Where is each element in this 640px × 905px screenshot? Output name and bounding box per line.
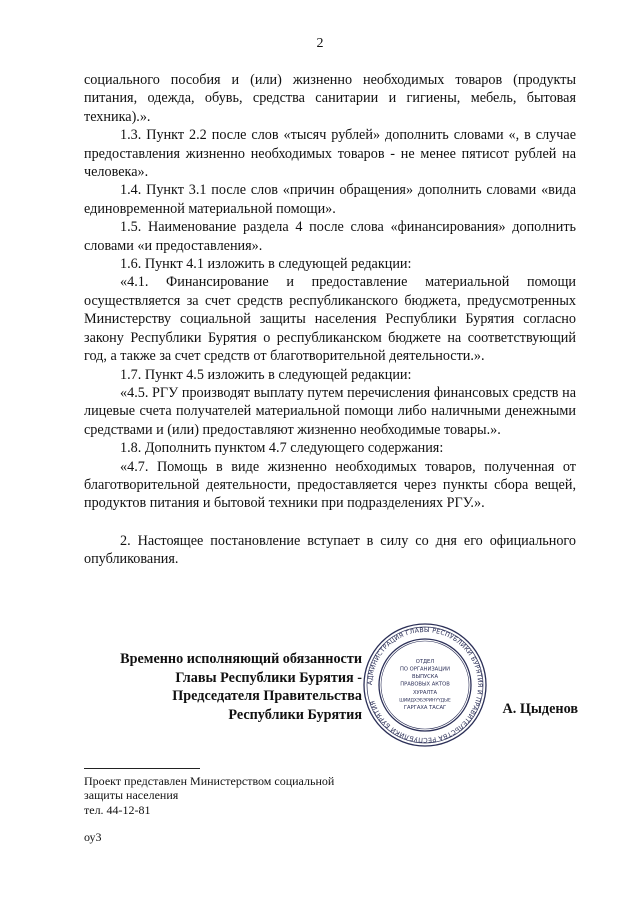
official-seal [362, 622, 488, 748]
seal-center-line: ХУРАЛТА [412, 690, 438, 696]
paragraph-continuation: социального пособия и (или) жизненно необходимых товаров (продукты питания, одежда, обувь, средства санитарии и гигиены, мебель, бытовая техника).». [84, 72, 576, 125]
paragraph-1-4: 1.4. Пункт 3.1 после слов «причин обращения» дополнить словами «вида единовременной материальной помощи». [84, 182, 576, 217]
document-body [84, 71, 576, 569]
signatory-position-line: Республики Бурятия [228, 706, 362, 723]
seal-outer-text-path: АДМИНИСТРАЦИЯ ГЛАВЫ РЕСПУБЛИКИ БУРЯТИЯ И ПРАВИТЕЛЬСТВА РЕСПУБЛИКИ БУРЯТИЯ [366, 626, 484, 744]
seal-center-text [399, 659, 451, 711]
seal-center-line: ПО ОРГАНИЗАЦИИ [399, 666, 451, 673]
paragraph-4-5-quote: «4.5. РГУ производят выплату путем перечисления финансовых средств на лицевые счета получателей материальной помощи либо наличными денежными средствами и (или) предоставляют жизненно необходимые товары.». [84, 384, 576, 438]
footnote-line: тел. 44-12-81 [84, 802, 151, 817]
seal-center-line: ОТДЕЛ [415, 659, 435, 665]
paragraph-1-3: 1.3. Пункт 2.2 после слов «тысяч рублей» дополнить словами «, в случае предоставления жизненно необходимых товаров - не менее пятисот рублей на человека». [84, 127, 576, 181]
page-number: 2 [316, 36, 324, 51]
footnote-divider [84, 768, 200, 769]
seal-center-line: ГАРГАХА ТАСАГ [403, 705, 447, 711]
signatory-position-line: Главы Республики Бурятия - [175, 669, 362, 686]
signatory-name: А. Цыденов [502, 701, 578, 717]
paragraph-4-1-quote: «4.1. Финансирование и предоставление материальной помощи осуществляется за счет средств республиканского бюджета, предусмотренных Министерству социальной защиты населения Республики Бурятия согласно закону Республики Бурятия о республиканском бюджете на соответствующий год, а также за счет средств от благотворительной деятельности.». [84, 274, 576, 365]
signatory-position-line: Временно исполняющий обязанности [120, 651, 362, 667]
paragraph-1-8: 1.8. Дополнить пунктом 4.7 следующего содержания: [120, 440, 444, 457]
footnote-line: защиты населения [84, 788, 179, 803]
signatory-position [62, 650, 362, 724]
seal-center-line: ВЫПУСКА [411, 674, 439, 680]
paragraph-1-5: 1.5. Наименование раздела 4 после слова «финансирования» дополнить словами «и предоставления». [84, 219, 576, 254]
paragraph-1-7: 1.7. Пункт 4.5 изложить в следующей редакции: [120, 366, 412, 383]
paragraph-2-effective: 2. Настоящее постановление вступает в силу со дня его официального опубликования. [84, 532, 576, 568]
footnote-line: Проект представлен Министерством социальной [84, 774, 335, 788]
signatory-position-line: Председателя Правительства [172, 688, 362, 705]
seal-center-line: ПРАВОВЫХ АКТОВ [400, 681, 450, 688]
paragraph-1-6: 1.6. Пункт 4.1 изложить в следующей редакции: [120, 256, 412, 273]
footnote [84, 774, 384, 817]
seal-center-line: ШИИДХЭБЭРИНҮҮДЫЕ [399, 698, 451, 704]
document-code: оу3 [84, 830, 102, 844]
paragraph-4-7-quote: «4.7. Помощь в виде жизненно необходимых товаров, полученная от благотворительной деятельности, предоставляется через пункты сбора вещей, продуктов питания и бытовой техники при подразделениях РГУ.». [84, 458, 576, 512]
